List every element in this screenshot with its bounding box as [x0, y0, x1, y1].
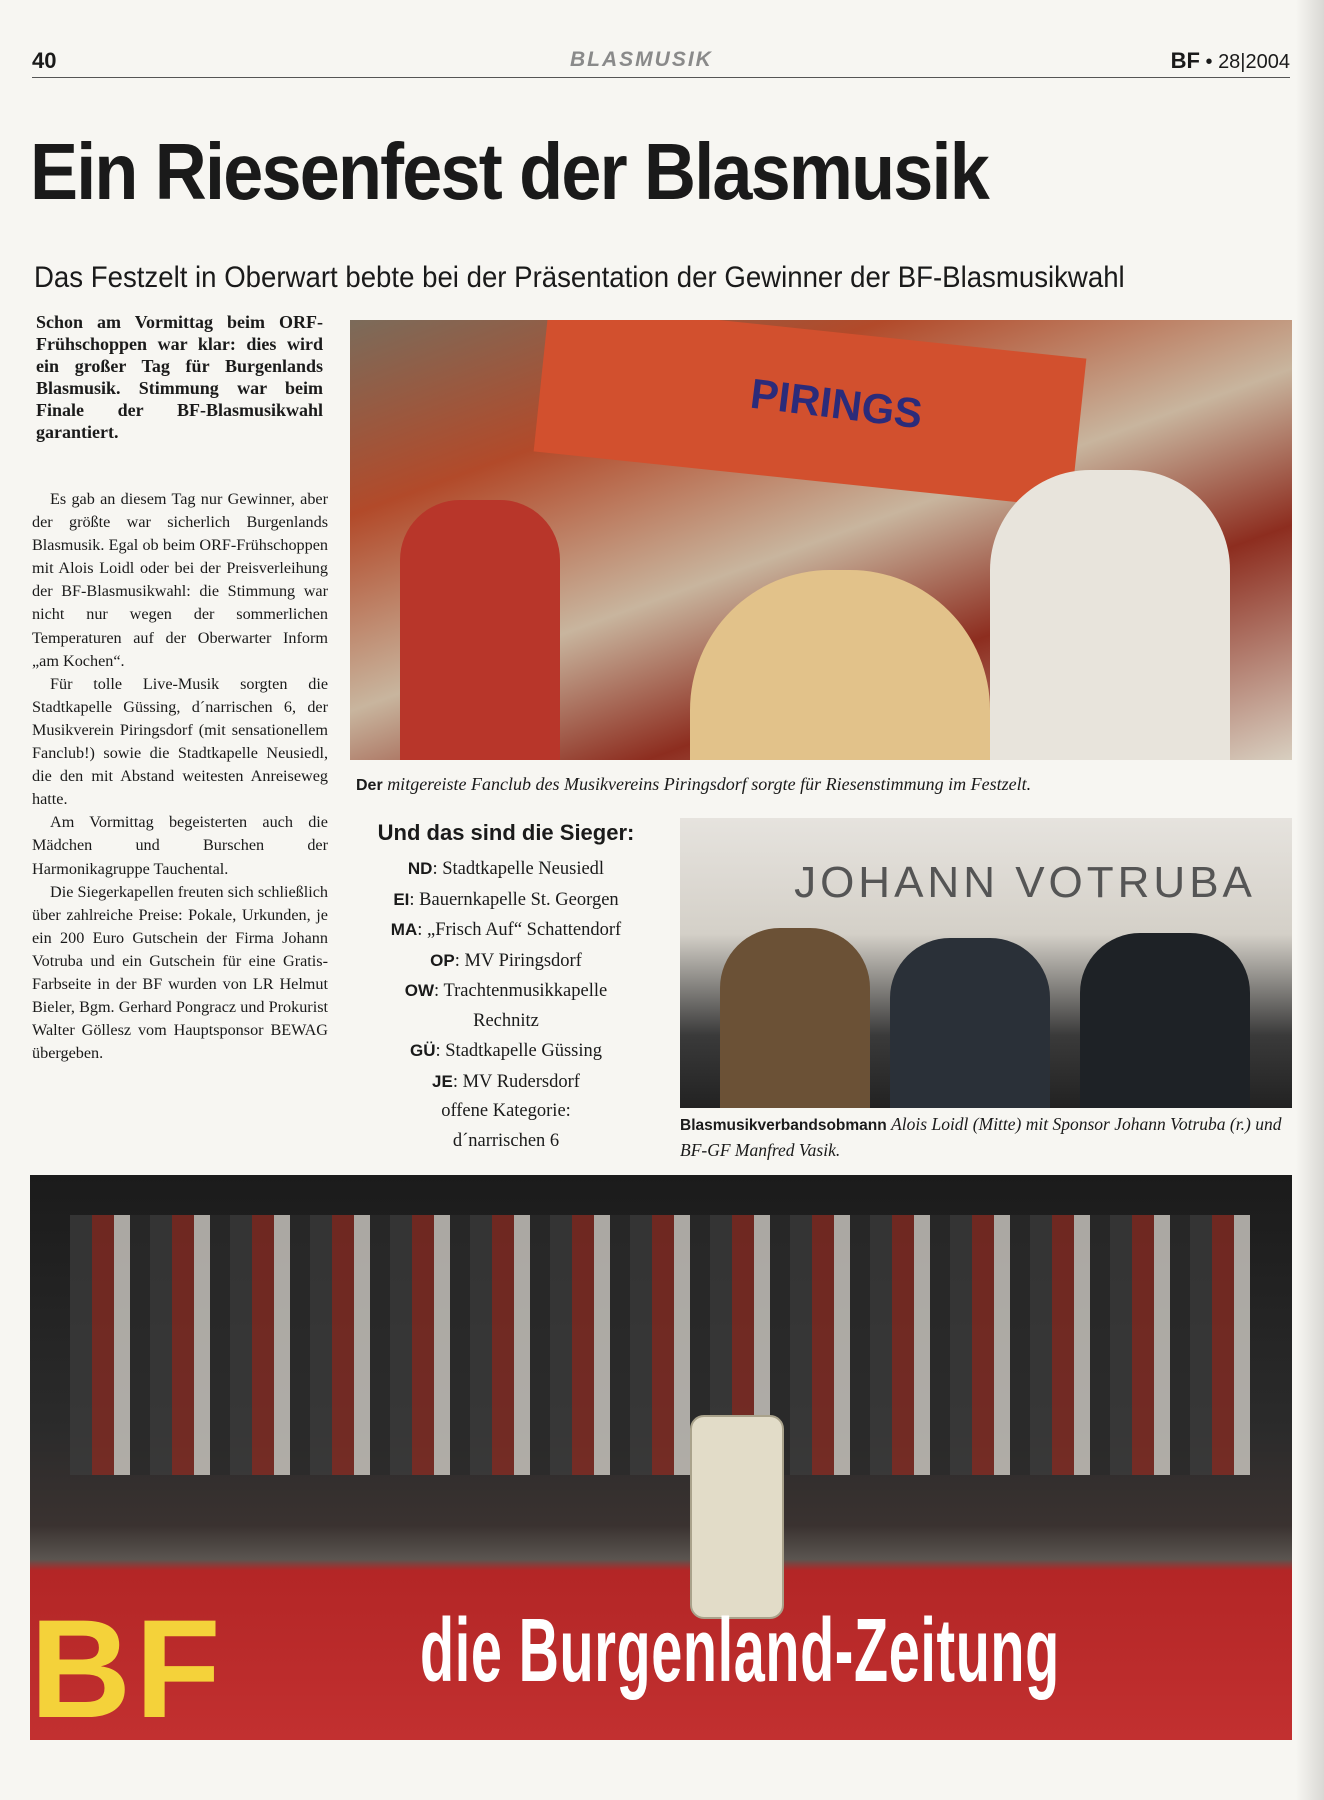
body-paragraph-1: Es gab an diesem Tag nur Gewinner, aber der größte war sicherlich Burgenlands Blasmusik. Egal ob beim ORF-Frühschoppen mit Alois Loidl oder bei der Preisverleihung der BF-Blasmusikwahl: die Stimmung war nicht nur wegen der sommerlichen Temperaturen auf der Oberwarter Inform „am Kochen“.	[32, 490, 328, 670]
boy-red-vest	[400, 500, 560, 760]
scan-edge-shadow	[1296, 0, 1324, 1800]
winner-item: OP: MV Piringsdorf	[430, 950, 582, 971]
open-category-winner: d´narrischen 6	[452, 1130, 560, 1151]
issue-info	[1171, 48, 1290, 74]
winner-item: GÜ: Stadtkapelle Güssing	[410, 1041, 602, 1061]
winner-item-continued: Rechnitz	[473, 1010, 539, 1031]
subheadline: Das Festzelt in Oberwart bebte bei der Präsentation der Gewinner der BF-Blasmusikwahl	[34, 261, 1125, 294]
winners-box	[356, 816, 656, 1156]
section-title: BLASMUSIK	[570, 48, 713, 71]
sponsor-sign: JOHANN VOTRUBA	[794, 858, 1256, 907]
fanclub-photo	[350, 320, 1292, 760]
officials-photo	[680, 818, 1292, 1108]
man-white-shirt	[990, 470, 1230, 760]
caption-text: mitgereiste Fanclub des Musikvereins Piringsdorf sorgte für Riesenstimmung im Festzelt.	[387, 774, 1032, 794]
winners-title: Und das sind die Sieger:	[377, 820, 635, 845]
winner-item: ND: Stadtkapelle Neusiedl	[407, 859, 605, 879]
body-paragraph-3: Am Vormittag begeisterten auch die Mädchen und Burschen der Harmonikagruppe Tauchental.	[32, 813, 328, 878]
flag-lettering: PIRINGS	[747, 369, 925, 438]
man-brown-jacket	[720, 928, 870, 1108]
officials-caption	[680, 1112, 1292, 1162]
banner-logo: BF	[30, 1590, 225, 1747]
man-traditional-jacket	[1080, 933, 1250, 1108]
publication-label: BF	[1170, 48, 1200, 73]
page-number: 40	[32, 48, 57, 73]
woman-with-glasses	[690, 570, 990, 760]
winner-item: JE: MV Rudersdorf	[432, 1071, 580, 1092]
winner-item: EI: Bauernkapelle St. Georgen	[393, 889, 619, 910]
caption-lead-word: Der	[356, 777, 383, 794]
caption-text: Alois Loidl (Mitte) mit Sponsor Johann Votruba (r.) und BF-GF Manfred Vasik.	[680, 1114, 1282, 1160]
body-paragraph-4: Die Siegerkapellen freuten sich schließlich über zahlreiche Preise: Pokale, Urkunden, je ein 200 Euro Gutschein der Firma Johann Votruba und ein Gutschein für eine Gratis-Farbseite in der BF wurden von LR Helmut Bieler, Bgm. Gerhard Pongracz und Prokurist Walter Göllesz vom Hauptsponsor BEWAG übergeben.	[32, 882, 328, 1063]
headline: Ein Riesenfest der Blasmusik	[30, 127, 988, 216]
town-emblem-sign	[690, 1415, 784, 1619]
issue-number: 28|2004	[1218, 51, 1290, 73]
lead-paragraph: Schon am Vormittag beim ORF-Frühschoppen war klar: dies wird ein großer Tag für Burgenlands Blasmusik. Stimmung war beim Finale der BF-Blasmusikwahl garantiert.	[36, 312, 323, 442]
separator-bullet: •	[1205, 51, 1213, 73]
open-category-label: offene Kategorie:	[441, 1101, 571, 1121]
banner-text: die Burgenland-Zeitung	[420, 1601, 1060, 1701]
fanclub-caption	[356, 772, 1031, 798]
caption-lead-word: Blasmusikverbandsobmann	[680, 1117, 887, 1134]
group-of-musicians	[70, 1215, 1250, 1475]
winner-item: OW: Trachtenmusikkapelle	[404, 981, 608, 1001]
body-paragraph-2: Für tolle Live-Musik sorgten die Stadtkapelle Güssing, d´narrischen 6, der Musikverein Piringsdorf (mit sensationellem Fanclub!) sowie die Stadtkapelle Neusiedl, die den mit Abstand weitesten Anreiseweg hatte.	[32, 674, 328, 809]
winner-item: MA: „Frisch Auf“ Schattendorf	[390, 920, 622, 940]
article-body	[32, 488, 328, 1065]
man-dark-suit	[890, 938, 1050, 1108]
header-rule	[32, 77, 1290, 78]
